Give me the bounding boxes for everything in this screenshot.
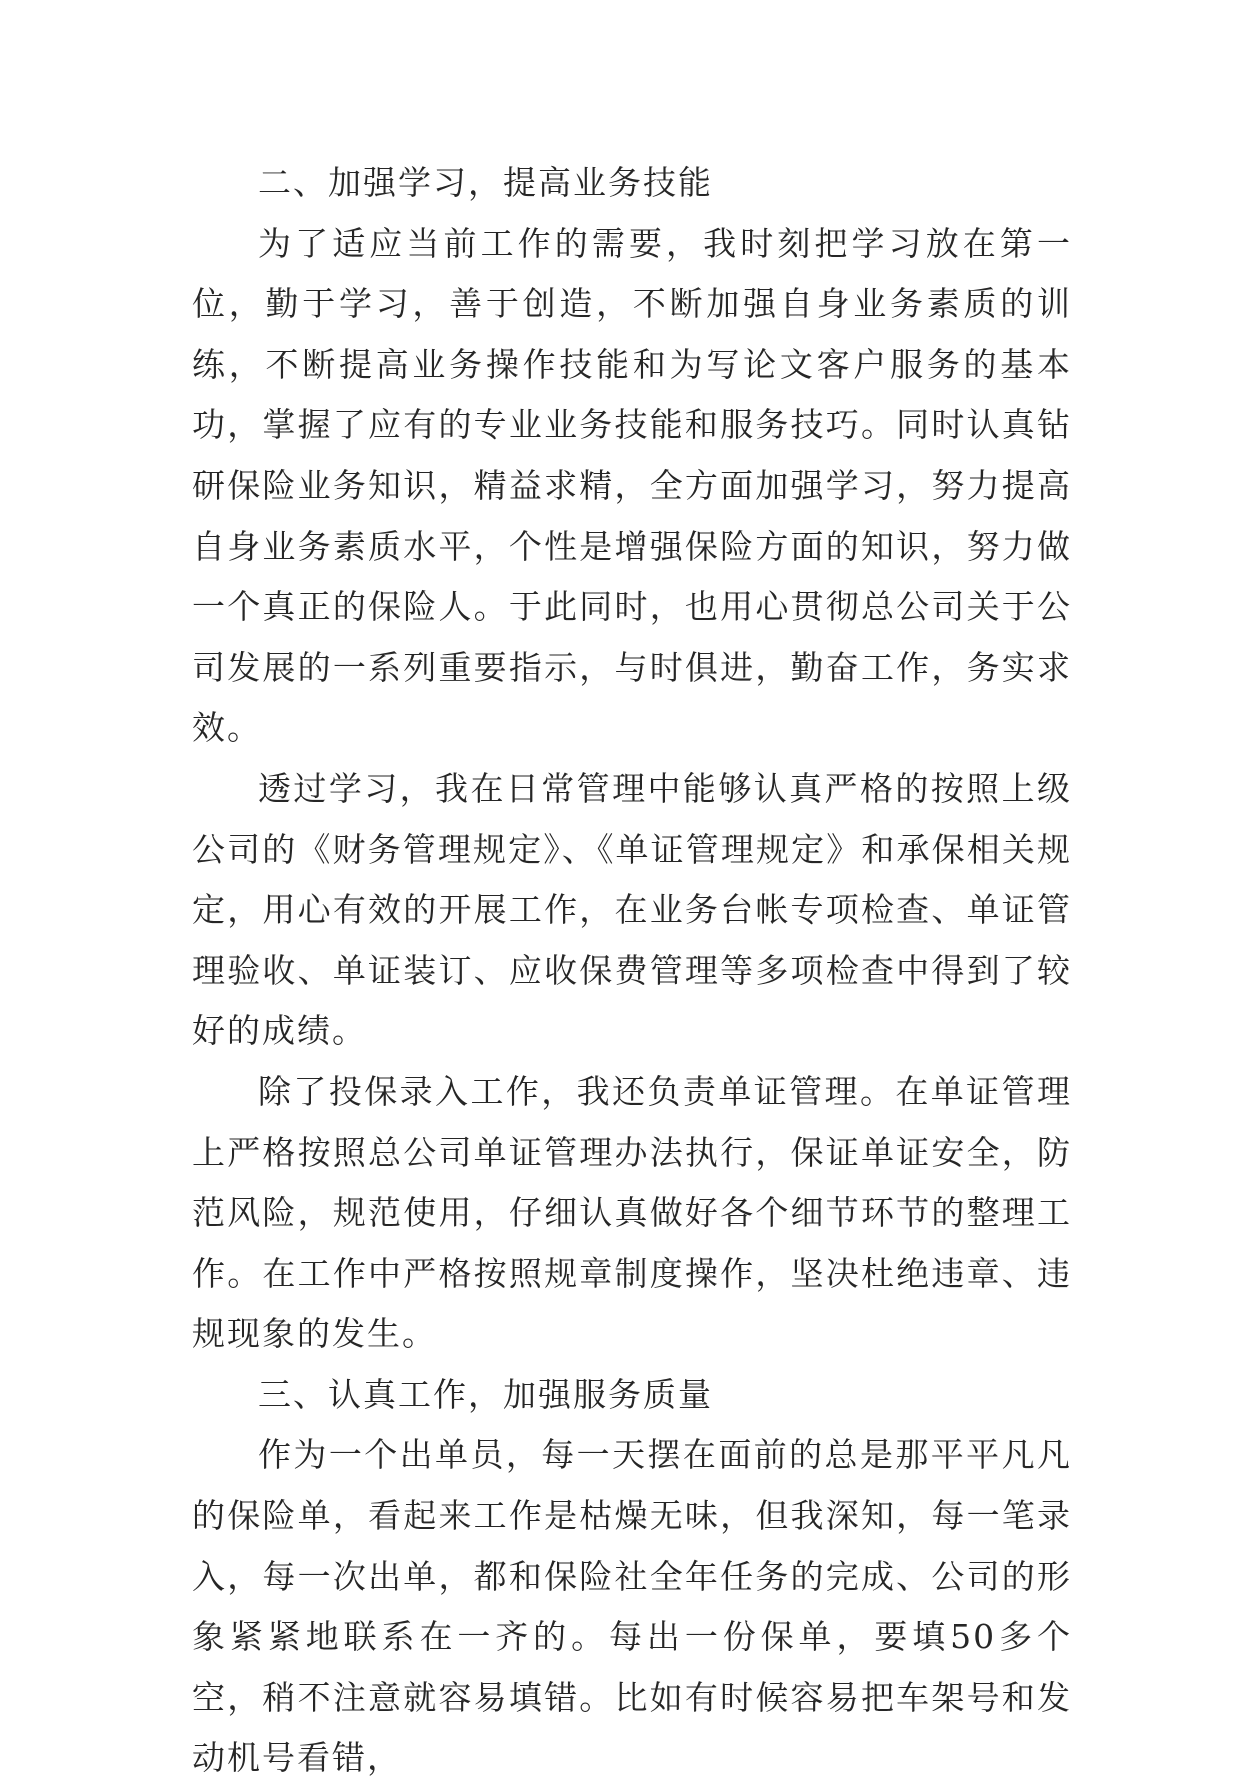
paragraph-document-management: 除了投保录入工作，我还负责单证管理。在单证管理上严格按照总公司单证管理办法执行，保证单证安全，防范风险，规范使用，仔细认真做好各个细节环节的整理工作。在工作中严格按照规章制度操作，坚决杜绝违章、违规现象的发生。 xyxy=(192,1071,1072,1354)
section-heading-2: 二、加强学习，提高业务技能 xyxy=(258,163,713,202)
document-body xyxy=(192,153,1072,1789)
paragraph-regulations: 透过学习，我在日常管理中能够认真严格的按照上级公司的《财务管理规定》、《单证管理规定》和承保相关规定，用心有效的开展工作，在业务台帐专项检查、单证管理验收、单证装订、应收保费管理等多项检查中得到了较好的成绩。 xyxy=(192,768,1072,1051)
paragraph-service-quality: 作为一个出单员，每一天摆在面前的总是那平平凡凡的保险单，看起来工作是枯燥无味，但我深知，每一笔录入，每一次出单，都和保险社全年任务的完成、公司的形象紧紧地联系在一齐的。每出一份保单，要填50多个空，稍不注意就容易填错。比如有时候容易把车架号和发动机号看错， xyxy=(192,1435,1072,1778)
section-heading-3: 三、认真工作，加强服务质量 xyxy=(258,1374,713,1414)
paragraph-study: 为了适应当前工作的需要，我时刻把学习放在第一位，勤于学习，善于创造，不断加强自身业务素质的训练，不断提高业务操作技能和为写论文客户服务的基本功，掌握了应有的专业业务技能和服务技巧。同时认真钻研保险业务知识，精益求精，全方面加强学习，努力提高自身业务素质水平，个性是增强保险方面的知识，努力做一个真正的保险人。于此同时，也用心贯彻总公司关于公司发展的一系列重要指示，与时俱进，勤奋工作，务实求效。 xyxy=(192,223,1072,748)
